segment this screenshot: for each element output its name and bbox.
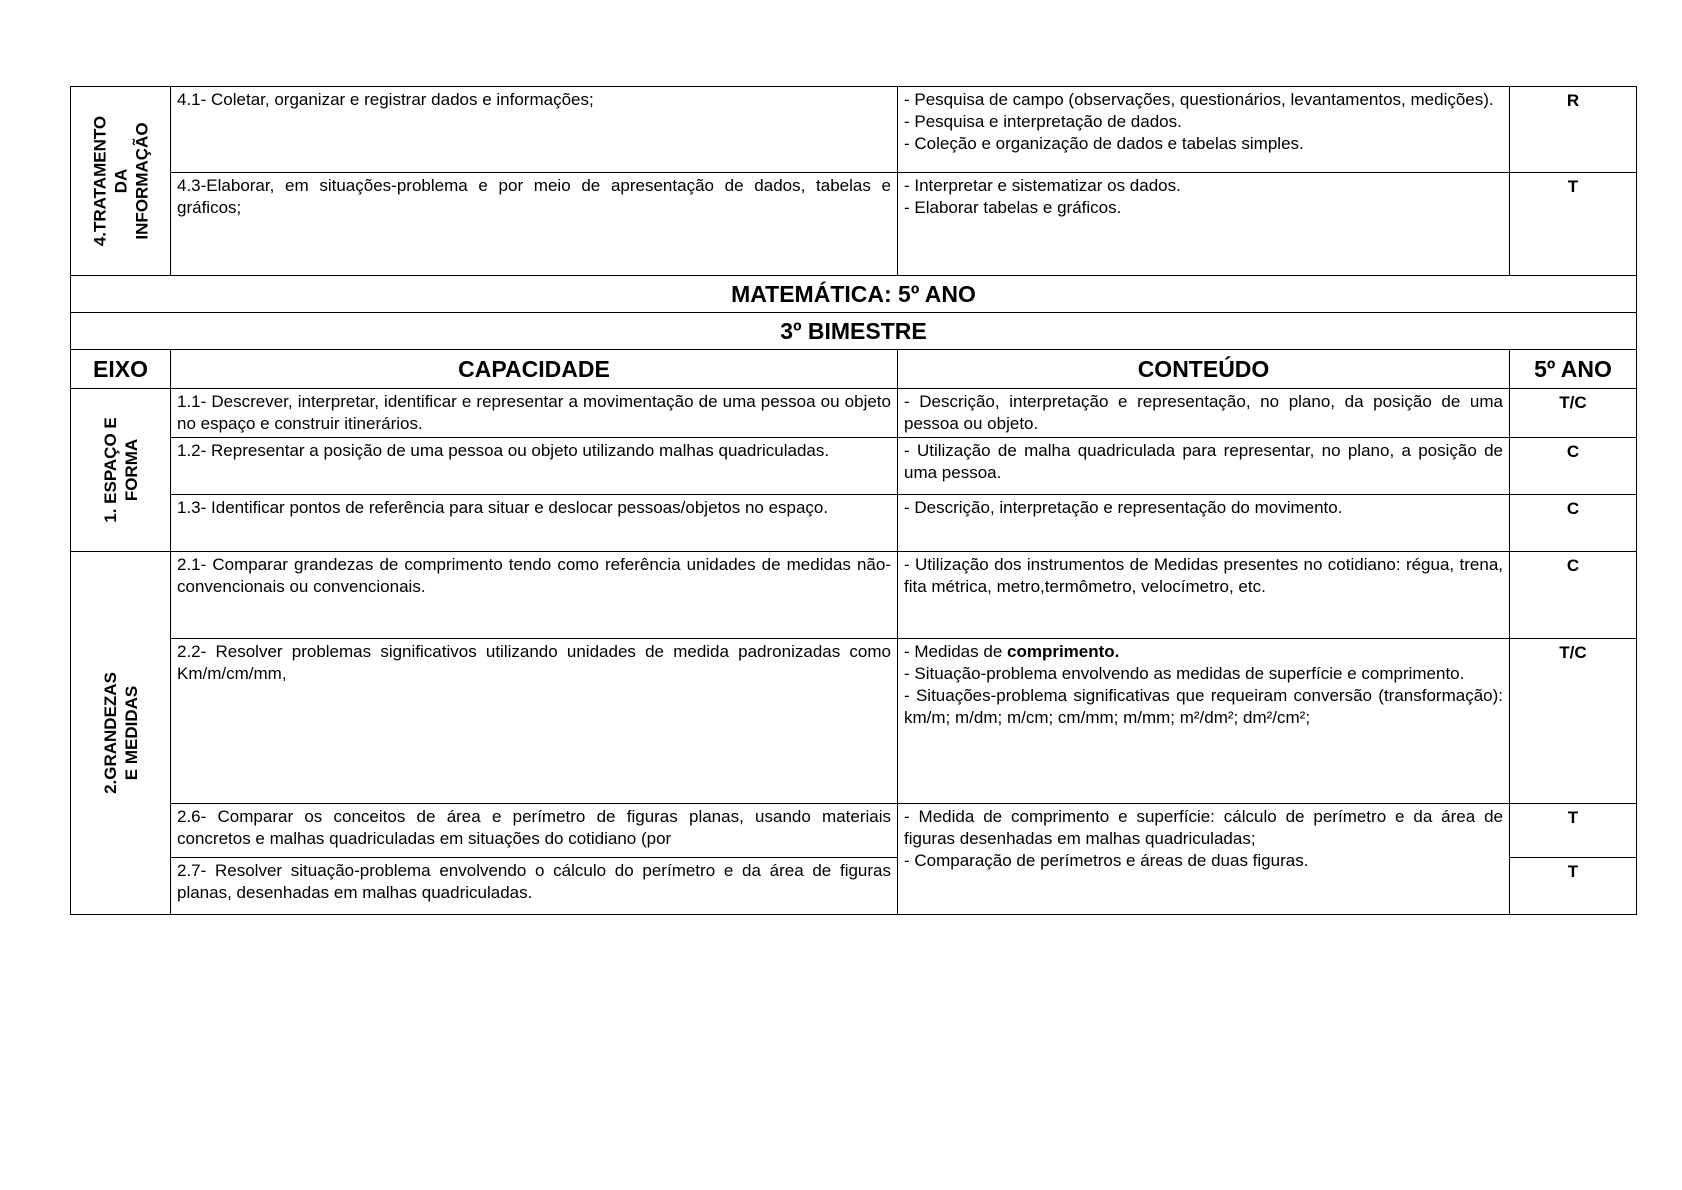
curriculum-page [70, 86, 1636, 915]
capacidade-cell: 2.2- Resolver problemas significativos utilizando unidades de medida padronizadas como Km/m/cm/mm, [171, 639, 898, 804]
eixo-cell-tratamento [71, 87, 171, 276]
eixo-cell-grandezas-medidas [71, 552, 171, 915]
grade-cell: T [1510, 804, 1637, 858]
capacidade-cell: 1.1- Descrever, interpretar, identificar e representar a movimentação de uma pessoa ou objeto no espaço e construir itinerários. [171, 389, 898, 438]
grade-cell: R [1510, 87, 1637, 173]
table-row [71, 495, 1637, 552]
capacidade-cell: 1.3- Identificar pontos de referência para situar e deslocar pessoas/objetos no espaço. [171, 495, 898, 552]
header-eixo: EIXO [71, 350, 171, 389]
table-row [71, 87, 1637, 173]
banner-row [71, 276, 1637, 313]
conteudo-cell: - Utilização de malha quadriculada para representar, no plano, a posição de uma pessoa. [898, 438, 1510, 495]
curriculum-table [70, 86, 1637, 915]
conteudo-cell: - Utilização dos instrumentos de Medidas presentes no cotidiano: régua, trena, fita métrica, metro,termômetro, velocímetro, etc. [898, 552, 1510, 639]
eixo-cell-espaco-forma [71, 389, 171, 552]
grade-cell: T/C [1510, 389, 1637, 438]
eixo-label: 2.GRANDEZAS E MEDIDAS [100, 672, 141, 794]
header-ano: 5º ANO [1510, 350, 1637, 389]
conteudo-cell: - Interpretar e sistematizar os dados. - Elaborar tabelas e gráficos. [898, 173, 1510, 276]
conteudo-cell: - Pesquisa de campo (observações, questionários, levantamentos, medições). - Pesquisa e interpretação de dados. - Coleção e organização de dados e tabelas simples. [898, 87, 1510, 173]
grade-cell: C [1510, 495, 1637, 552]
eixo-label: 4.TRATAMENTO DA INFORMAÇÃO [90, 115, 151, 247]
banner-subtitle: 3º BIMESTRE [71, 313, 1637, 350]
banner-title: MATEMÁTICA: 5º ANO [71, 276, 1637, 313]
grade-cell: T/C [1510, 639, 1637, 804]
capacidade-cell: 1.2- Representar a posição de uma pessoa ou objeto utilizando malhas quadriculadas. [171, 438, 898, 495]
grade-cell: C [1510, 438, 1637, 495]
banner-row [71, 313, 1637, 350]
conteudo-cell: - Descrição, interpretação e representação, no plano, da posição de uma pessoa ou objeto. [898, 389, 1510, 438]
capacidade-cell: 2.6- Comparar os conceitos de área e perímetro de figuras planas, usando materiais concretos e malhas quadriculadas em situações do cotidiano (por [171, 804, 898, 858]
capacidade-cell: 4.3-Elaborar, em situações-problema e por meio de apresentação de dados, tabelas e gráficos; [171, 173, 898, 276]
table-row [71, 639, 1637, 804]
table-row [71, 804, 1637, 858]
table-row [71, 552, 1637, 639]
header-capacidade: CAPACIDADE [171, 350, 898, 389]
header-row [71, 350, 1637, 389]
table-row [71, 438, 1637, 495]
capacidade-cell: 4.1- Coletar, organizar e registrar dados e informações; [171, 87, 898, 173]
header-conteudo: CONTEÚDO [898, 350, 1510, 389]
conteudo-cell: - Medidas de comprimento. - Situação-problema envolvendo as medidas de superfície e comprimento. - Situações-problema significativas que requeiram conversão (transformação): km/m; m/dm; m/cm; cm/mm; m/mm; m²/dm²; dm²/cm²; [898, 639, 1510, 804]
capacidade-cell: 2.7- Resolver situação-problema envolvendo o cálculo do perímetro e da área de figuras planas, desenhadas em malhas quadriculadas. [171, 858, 898, 915]
table-row [71, 173, 1637, 276]
grade-cell: C [1510, 552, 1637, 639]
conteudo-cell-shared: - Medida de comprimento e superfície: cálculo de perímetro e da área de figuras desenhadas em malhas quadriculadas; - Comparação de perímetros e áreas de duas figuras. [898, 804, 1510, 915]
capacidade-cell: 2.1- Comparar grandezas de comprimento tendo como referência unidades de medidas não-convencionais ou convencionais. [171, 552, 898, 639]
table-row [71, 389, 1637, 438]
grade-cell: T [1510, 858, 1637, 915]
eixo-label: 1. ESPAÇO E FORMA [100, 417, 141, 523]
grade-cell: T [1510, 173, 1637, 276]
conteudo-cell: - Descrição, interpretação e representação do movimento. [898, 495, 1510, 552]
